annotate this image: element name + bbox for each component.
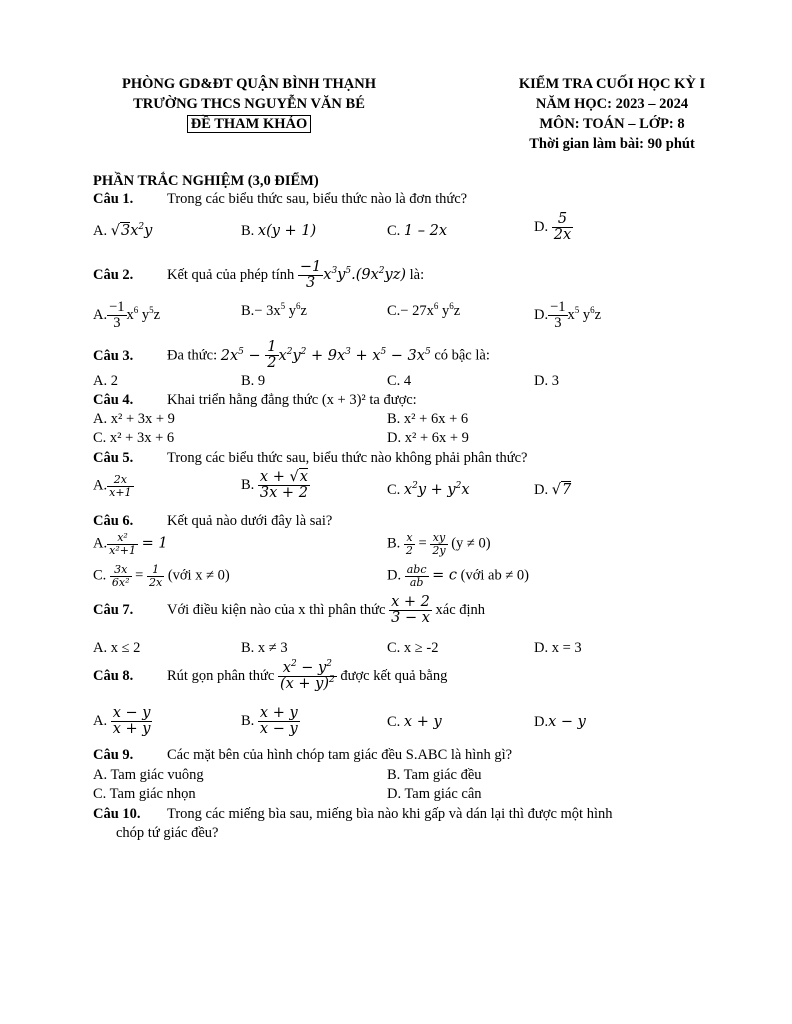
q3-option-c: C. 4 [387,373,412,389]
q8-option-d: D.x − y [534,714,586,730]
question-7: Câu 7. Với điều kiện nào của x thì phân thức $\frac{x + 2}{3 - x}$ xác định [93,594,486,627]
q3-option-a: A. 2 [93,373,118,389]
question-label: Câu 6. [93,513,134,529]
q8-option-a: A. $\frac{x - y}{x + y}$ [93,705,151,738]
question-10: Câu 10. Trong các miếng bìa sau, miếng bìa nào khi gấp và dán lại thì được một hình [93,806,613,822]
q1-option-c: C. 1 – 2x [387,223,448,239]
exam-duration: Thời gian làm bài: 90 phút [529,136,695,152]
q7-option-d: D. x = 3 [534,640,582,656]
question-5: Câu 5. Trong các biểu thức sau, biểu thức nào không phải phân thức? [93,450,528,466]
q7-option-b: B. x ≠ 3 [241,640,288,656]
question-label: Câu 3. [93,347,134,364]
question-label: Câu 9. [93,747,134,763]
question-1 [93,190,467,208]
section-title: PHẦN TRẮC NGHIỆM (3,0 ĐIỂM) [93,173,319,189]
q9-option-b: B. Tam giác đều [387,767,482,783]
q1-option-a: A. $√3x^2y$ [93,222,153,239]
q2-option-c: $C.- 27x^6$ $y^6z$ [387,301,461,319]
q5-option-b: B. $\frac{x + √x}{3x + 2}$ [241,469,308,502]
question-8: Câu 8. Rút gọn phân thức $\frac{x^2 - y^2}{(x + y)^2}$ được kết quả bằng [93,659,448,693]
question-10-line2: chóp tứ giác đều? [116,825,219,841]
question-label: Câu 4. [93,392,134,408]
q6-option-d: D. $\frac{\text{abc}}{ab}$ = c (với ab ≠ 0) [387,563,530,589]
question-3: Câu 3. Đa thức: $2x^5$ − $\frac{1}{2}$ $x^2y^2 + 9x^3 + x^5 - 3x^5$ có bậc là: [93,339,490,372]
school-year: NĂM HỌC: 2023 – 2024 [535,96,689,112]
q2-option-b: $B.- 3x^5$ $y^6z$ [241,301,307,319]
subject-grade: MÔN: TOÁN – LỚP: 8 [539,116,685,132]
q1-option-d: D. $\frac{5}{2x}$ [534,211,572,244]
q6-option-b: B. $\frac{x}{2}$ = $\frac{xy}{2y}$ (y ≠ 0) [387,531,491,557]
q1-option-b: B. x(y + 1) [241,223,317,239]
q8-option-b: B. $\frac{x + y}{x - y}$ [241,705,298,738]
exam-header [488,74,736,154]
q4-option-c: C. x² + 3x + 6 [93,430,175,446]
question-4: Câu 4. Khai triển hằng đẳng thức (x + 3)² ta được: [93,392,417,408]
q4-option-a: A. x² + 3x + 9 [93,411,175,427]
question-text: Trong các biểu thức sau, biểu thức nào là đơn thức? [167,191,468,207]
exam-title: KIỂM TRA CUỐI HỌC KỲ I [518,76,706,92]
question-label: Câu 8. [93,668,134,685]
question-label: Câu 2. [93,267,134,284]
question-label: Câu 10. [93,806,141,822]
q3-option-d: D. 3 [534,373,559,389]
question-6: Câu 6. Kết quả nào dưới đây là sai? [93,513,333,529]
q6-option-a: A. $\frac{\text{x²}}{\text{x²+1}}$ = 1 [93,531,168,557]
question-label: Câu 7. [93,602,134,619]
question-label: Câu 5. [93,450,134,466]
q5-option-c: C. $x^2y + y^2x$ [387,481,470,498]
q7-option-c: C. x ≥ -2 [387,640,439,656]
reference-exam-label: ĐỀ THAM KHẢO [187,115,312,133]
question-label: Câu 1. [93,191,134,207]
q9-option-c: C. Tam giác nhọn [93,786,196,802]
q7-option-a: A. x ≤ 2 [93,640,141,656]
q2-option-a: A. $\frac{-1}{3}$ $x^6$ $y^5z$ [93,299,161,332]
school-header [90,74,408,134]
q3-option-b: B. 9 [241,373,266,389]
q4-option-d: D. x² + 6x + 9 [387,430,469,446]
q5-option-d: D. √7 [534,482,572,498]
q9-option-d: D. Tam giác cân [387,786,482,802]
q2-option-d: D. $\frac{-1}{3}$ $x^5$ $y^6z$ [534,299,602,332]
q9-option-a: A. Tam giác vuông [93,767,204,783]
department-name: PHÒNG GD&ĐT QUẬN BÌNH THẠNH [121,76,377,92]
q6-option-c: C. $\frac{3x}{\text{6x²}}$ = $\frac{1}{2x}$ (với x ≠ 0) [93,563,230,589]
school-name: TRƯỜNG THCS NGUYỄN VĂN BÉ [133,96,365,112]
q8-option-c: C. x + y [387,714,442,730]
question-9: Câu 9. Các mặt bên của hình chóp tam giác đều S.ABC là hình gì? [93,747,513,763]
q5-option-a: A. $\frac{2x}{x+1}$ [93,473,132,499]
q4-option-b: B. x² + 6x + 6 [387,411,469,427]
question-2: Câu 2. Kết quả của phép tính $\frac{-1}{3}$ $x^3y^5.(9x^2yz)$ là: [93,259,425,292]
